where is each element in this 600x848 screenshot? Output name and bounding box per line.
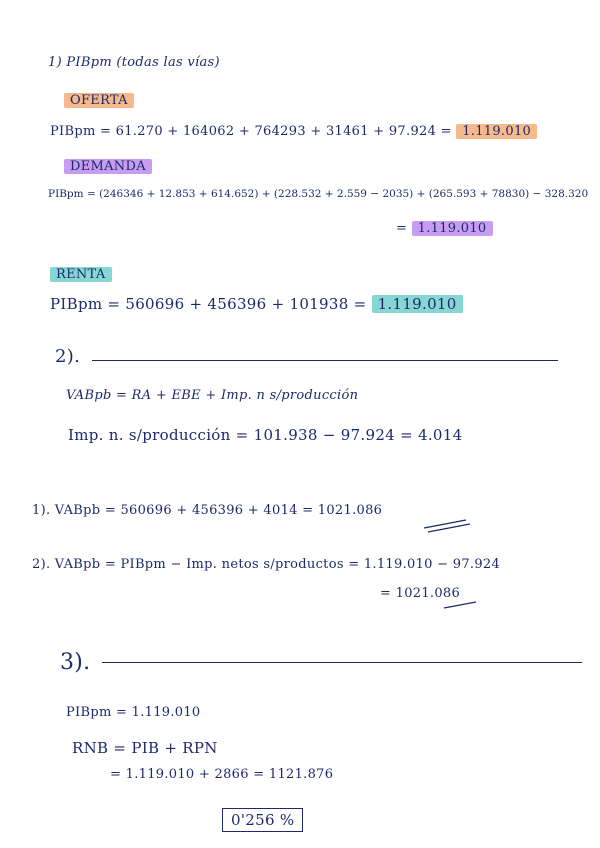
method1-label: 1). VABpb = xyxy=(32,503,117,518)
section3-rnb-calc: = 1.119.010 + 2866 = 1121.876 xyxy=(110,767,334,782)
oferta-equation: PIBpm = 61.270 + 164062 + 764293 + 31461 + 97.924 = xyxy=(50,124,452,139)
section2-number: 2). xyxy=(55,346,81,367)
section2-divider xyxy=(92,360,558,361)
boxed-result xyxy=(222,811,303,829)
section1-heading: 1) PIBpm (todas las vías) xyxy=(48,55,220,70)
method2-row xyxy=(32,557,500,572)
method1-row xyxy=(32,503,382,518)
method1-result: 1021.086 xyxy=(317,503,383,518)
vab-formula: VABpb = RA + EBE + Imp. n s/producción xyxy=(66,388,359,403)
demanda-result-row xyxy=(396,221,493,236)
renta-label xyxy=(50,267,112,282)
demanda-equals: = xyxy=(396,221,408,236)
demanda-highlight: DEMANDA xyxy=(64,159,152,174)
oferta-row xyxy=(50,124,537,139)
oferta-label xyxy=(64,93,134,108)
renta-result: 1.119.010 xyxy=(372,295,463,313)
renta-row xyxy=(50,295,463,313)
demanda-label xyxy=(64,159,152,174)
oferta-highlight: OFERTA xyxy=(64,93,134,108)
method2-result: 1021.086 xyxy=(395,586,461,601)
renta-highlight: RENTA xyxy=(50,267,112,282)
boxed-value: 0'256 % xyxy=(222,808,303,832)
method2-equals: = xyxy=(380,586,392,601)
double-underline-mark xyxy=(420,516,472,534)
demanda-equation: PIBpm = (246346 + 12.853 + 614.652) + (228.532 + 2.559 − 2035) + (265.593 + 78830) − 328.320 xyxy=(48,188,589,200)
method2-label: 2). VABpb = xyxy=(32,557,117,572)
section3-rnb: RNB = PIB + RPN xyxy=(72,739,218,757)
renta-equation: PIBpm = 560696 + 456396 + 101938 = xyxy=(50,295,367,313)
demanda-result: 1.119.010 xyxy=(412,221,493,236)
section3-divider xyxy=(102,662,582,663)
underline-mark xyxy=(440,598,480,612)
section3-number: 3). xyxy=(60,650,91,675)
imp-netos-line: Imp. n. s/producción = 101.938 − 97.924 = 4.014 xyxy=(68,426,463,444)
section3-pib: PIBpm = 1.119.010 xyxy=(66,705,201,720)
oferta-result: 1.119.010 xyxy=(456,124,537,139)
method1-equation: 560696 + 456396 + 4014 = xyxy=(120,503,314,518)
method2-equation: PIBpm − Imp. netos s/productos = 1.119.010 − 97.924 xyxy=(120,557,501,572)
